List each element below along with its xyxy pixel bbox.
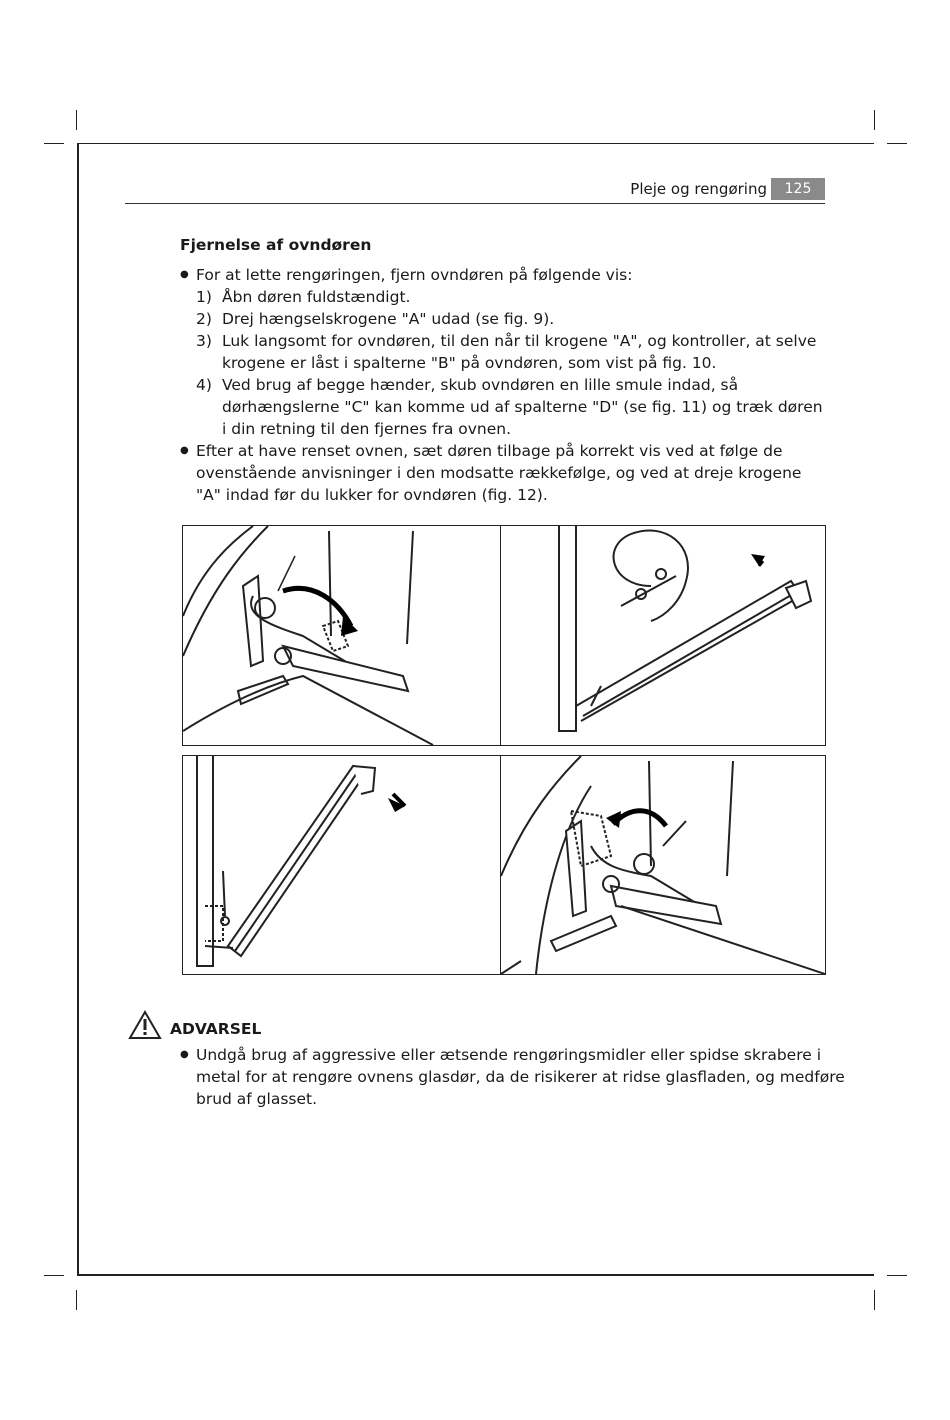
bullet-reinstall xyxy=(180,440,830,506)
crop-mark xyxy=(887,143,907,144)
crop-mark xyxy=(887,1275,907,1276)
removal-section xyxy=(180,234,830,506)
step-number: 1) xyxy=(196,288,212,306)
door-closing-illustration xyxy=(501,526,825,745)
step-3 xyxy=(180,330,830,374)
warning-title: ADVARSEL xyxy=(170,1020,262,1038)
warning-bullet xyxy=(180,1044,846,1110)
reinstall-text: Efter at have renset ovnen, sæt døren tilbage på korrekt vis ved at følge de ovenstående anvisninger i den modsatte rækkefølge, og ved at dreje krogene "A" indad før du lukker for ovndøren (fig. 12). xyxy=(196,442,802,504)
crop-mark xyxy=(874,1290,875,1310)
warning-triangle-icon xyxy=(128,1010,162,1040)
figure-grid xyxy=(182,525,825,974)
page-header xyxy=(125,178,825,204)
intro-text: For at lette rengøringen, fjern ovndøren på følgende vis: xyxy=(196,266,633,284)
figure-12 xyxy=(500,755,826,975)
page-number: 125 xyxy=(771,178,825,200)
step-text: Ved brug af begge hænder, skub ovndøren en lille smule indad, så dørhængslerne "C" kan komme ud af spalterne "D" (se fig. 11) og træk døren i din retning til den fjernes fra ovnen. xyxy=(222,376,823,438)
step-number: 2) xyxy=(196,310,212,328)
crop-mark xyxy=(76,110,77,130)
step-text: Luk langsomt for ovndøren, til den når til krogene "A", og kontroller, at selve krogene er låst i spalterne "B" på ovndøren, som vist på fig. 10. xyxy=(222,332,817,372)
door-lifting-illustration xyxy=(183,756,501,974)
step-number: 3) xyxy=(196,332,212,350)
figure-11 xyxy=(182,755,502,975)
step-4 xyxy=(180,374,830,440)
figure-10 xyxy=(500,525,826,746)
step-text: Åbn døren fuldstændigt. xyxy=(222,288,411,306)
section-title: Pleje og rengøring xyxy=(630,180,767,198)
figure-9 xyxy=(182,525,502,746)
bullet-intro xyxy=(180,264,830,286)
step-text: Drej hængselskrogene "A" udad (se fig. 9). xyxy=(222,310,555,328)
crop-mark xyxy=(76,1290,77,1310)
page-frame-top xyxy=(77,143,874,144)
page-frame-bottom xyxy=(77,1274,874,1276)
section-heading: Fjernelse af ovndøren xyxy=(180,236,372,254)
step-number: 4) xyxy=(196,376,212,394)
warning-text: Undgå brug af aggressive eller ætsende rengøringsmidler eller spidse skrabere i metal for at rengøre ovnens glasdør, da de risikerer at ridse glasfladen, og medføre brud af glasset. xyxy=(196,1046,845,1108)
hinge-reinstall-illustration xyxy=(501,756,825,974)
page-frame-left xyxy=(77,143,79,1276)
step-2 xyxy=(180,308,830,330)
crop-mark xyxy=(874,110,875,130)
crop-mark xyxy=(44,1275,64,1276)
header-rule xyxy=(125,203,825,204)
step-1 xyxy=(180,286,830,308)
crop-mark xyxy=(44,143,64,144)
hinge-illustration xyxy=(183,526,501,745)
